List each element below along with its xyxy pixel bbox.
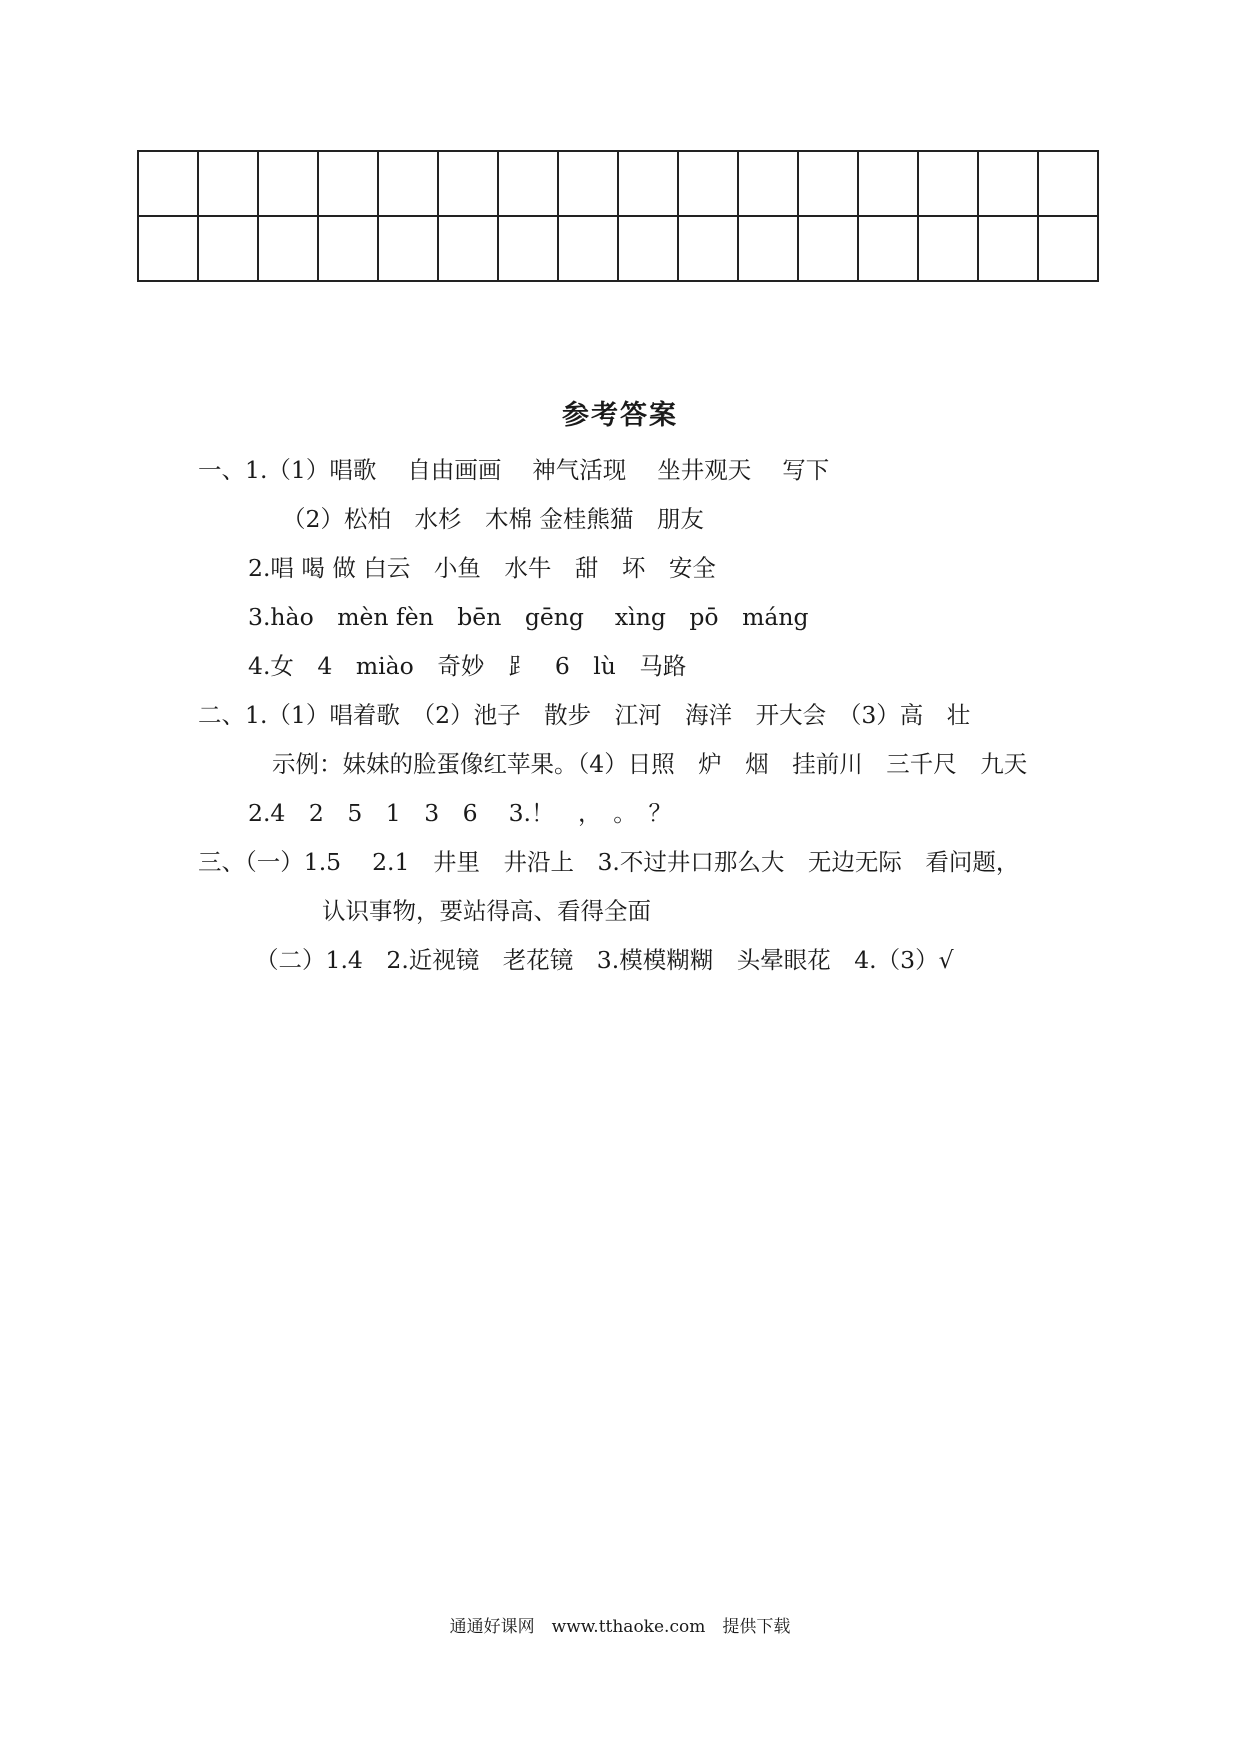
answer-line-3: 2.唱 喝 做 白云 小鱼 水牛 甜 坏 安全 — [248, 554, 716, 582]
writing-grid-cell — [199, 152, 259, 217]
writing-grid-cell — [739, 217, 799, 282]
writing-grid-cell — [499, 217, 559, 282]
writing-grid-cell — [979, 217, 1039, 282]
answer-line-4: 3.hào mèn fèn bēn gēng xìng pō máng — [248, 603, 809, 631]
writing-grid-cell — [199, 217, 259, 282]
writing-grid-cell — [259, 217, 319, 282]
writing-grid-cell — [799, 217, 859, 282]
writing-grid-cell — [319, 217, 379, 282]
writing-grid-cell — [799, 152, 859, 217]
answer-line-7: 示例：妹妹的脸蛋像红苹果。（4）日照 炉 烟 挂前川 三千尺 九天 — [272, 750, 1028, 778]
answer-line-8: 2.4 2 5 1 3 6 3.！ ， 。 ？ — [248, 799, 673, 827]
writing-grid — [137, 150, 1099, 282]
writing-grid-cell — [1039, 152, 1099, 217]
answer-line-10: 认识事物，要站得高、看得全面 — [322, 897, 651, 925]
writing-grid-cell — [859, 217, 919, 282]
writing-grid-cell — [259, 152, 319, 217]
writing-grid-cell — [319, 152, 379, 217]
footer-source: 通通好课网 www.tthaoke.com 提供下载 — [449, 1617, 791, 1637]
writing-grid-cell — [919, 152, 979, 217]
writing-grid-cell — [619, 217, 679, 282]
writing-grid-cell — [859, 152, 919, 217]
answer-line-2: （2）松柏 水杉 木棉 金桂熊猫 朋友 — [282, 505, 704, 533]
writing-grid-cell — [619, 152, 679, 217]
writing-grid-cell — [439, 152, 499, 217]
writing-grid-cell — [379, 152, 439, 217]
writing-grid-cell — [139, 152, 199, 217]
writing-grid-cell — [1039, 217, 1099, 282]
writing-grid-cell — [499, 152, 559, 217]
answer-line-6: 二、1.（1）唱着歌 （2）池子 散步 江河 海洋 开大会 （3）高 壮 — [198, 701, 971, 729]
writing-grid-cell — [739, 152, 799, 217]
writing-grid-cell — [379, 217, 439, 282]
answer-line-11: （二）1.4 2.近视镜 老花镜 3.模模糊糊 头晕眼花 4.（3）√ — [255, 946, 954, 974]
writing-grid-cell — [559, 152, 619, 217]
writing-grid-cell — [439, 217, 499, 282]
writing-grid-cell — [559, 217, 619, 282]
writing-grid-cell — [979, 152, 1039, 217]
writing-grid-cell — [679, 217, 739, 282]
writing-grid-cell — [919, 217, 979, 282]
answer-key-title: 参考答案 — [562, 400, 678, 431]
answer-line-9: 三、（一）1.5 2.1 井里 井沿上 3.不过井口那么大 无边无际 看问题， — [198, 848, 1020, 876]
writing-grid-cell — [679, 152, 739, 217]
answer-line-5: 4.女 4 miào 奇妙 ⻊ 6 lù 马路 — [248, 652, 687, 680]
writing-grid-cell — [139, 217, 199, 282]
answer-line-1: 一、1.（1）唱歌 自由画画 神气活现 坐井观天 写下 — [198, 456, 830, 484]
